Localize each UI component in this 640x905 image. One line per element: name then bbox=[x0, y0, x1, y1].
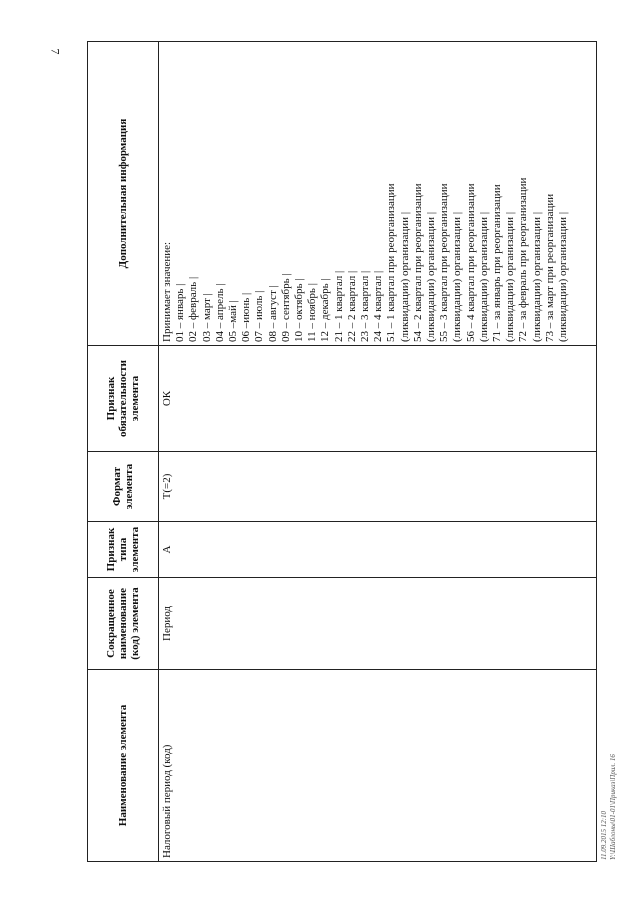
info-line: 09 – сентябрь | bbox=[279, 273, 292, 342]
header-short-name: Сокращенное наименование (код) элемента bbox=[88, 578, 159, 670]
info-line: 54 – 2 квартал при реорганизации bbox=[411, 183, 424, 342]
info-line: 01 – январь | bbox=[174, 283, 187, 342]
info-line: (ликвидации) организации | bbox=[477, 211, 490, 342]
cell-additional-info bbox=[159, 42, 597, 346]
info-line: 04 – апрель | bbox=[213, 283, 226, 342]
info-line: 05 –май | bbox=[227, 300, 240, 342]
header-required-flag: Признак обязательности элемента bbox=[88, 346, 159, 452]
info-line: 55 – 3 квартал при реорганизации bbox=[438, 183, 451, 342]
header-element-name: Наименование элемента bbox=[88, 670, 159, 862]
cell-required-flag: ОК bbox=[159, 346, 597, 452]
page-number: 7 bbox=[48, 48, 63, 55]
info-line: (ликвидации) организации | bbox=[557, 211, 570, 342]
info-line: Принимает значение: bbox=[161, 241, 173, 342]
info-line: (ликвидации) организации | bbox=[398, 211, 411, 342]
info-line: 10 – октябрь | bbox=[293, 278, 306, 342]
rotated-table-container bbox=[87, 42, 597, 862]
stamp-path: Y:\Шаблоны\01-01\Приказ\Прил. 16 bbox=[609, 754, 617, 860]
info-line: 08 – август | bbox=[266, 285, 279, 342]
info-line: (ликвидации) организации | bbox=[504, 211, 517, 342]
file-stamp bbox=[600, 754, 618, 860]
cell-format: Т(=2) bbox=[159, 452, 597, 522]
info-line: 02 – февраль | bbox=[187, 276, 200, 342]
header-format: Формат элемента bbox=[88, 452, 159, 522]
info-line: 21 – 1 квартал | bbox=[332, 270, 345, 342]
cell-short-name: Период bbox=[159, 578, 597, 670]
stamp-datetime: 11.09.2015 12:10 bbox=[600, 810, 608, 860]
info-line: 72 – за февраль при реорганизации bbox=[517, 177, 530, 342]
info-line: 71 – за январь при реорганизации bbox=[491, 184, 504, 342]
table-header-row bbox=[88, 42, 159, 862]
info-line: 11 – ноябрь | bbox=[306, 283, 319, 342]
info-line: 06 –июнь | bbox=[240, 292, 253, 342]
info-line: 12 – декабрь | bbox=[319, 278, 332, 342]
info-value-list bbox=[161, 45, 570, 342]
info-line: (ликвидации) организации | bbox=[425, 211, 438, 342]
info-line: 03 – март | bbox=[200, 293, 213, 342]
info-line: 73 – за март при реорганизации bbox=[543, 193, 556, 342]
info-line: 23 – 3 квартал | bbox=[359, 270, 372, 342]
info-line: 24 – 4 квартал | bbox=[372, 270, 385, 342]
cell-type-flag: А bbox=[159, 522, 597, 578]
header-additional-info: Дополнительная информация bbox=[88, 42, 159, 346]
info-line: (ликвидации) организации | bbox=[530, 211, 543, 342]
info-line: 51 – 1 квартал при реорганизации bbox=[385, 183, 398, 342]
info-line: 07 – июль | bbox=[253, 290, 266, 342]
header-type-flag: Признак типа элемента bbox=[88, 522, 159, 578]
cell-element-name: Налоговый период (код) bbox=[159, 670, 597, 862]
info-line: (ликвидации) организации | bbox=[451, 211, 464, 342]
info-line: 56 – 4 квартал при реорганизации bbox=[464, 183, 477, 342]
table-row bbox=[159, 42, 597, 862]
info-line: 22 – 2 квартал | bbox=[345, 270, 358, 342]
elements-table bbox=[87, 41, 597, 862]
